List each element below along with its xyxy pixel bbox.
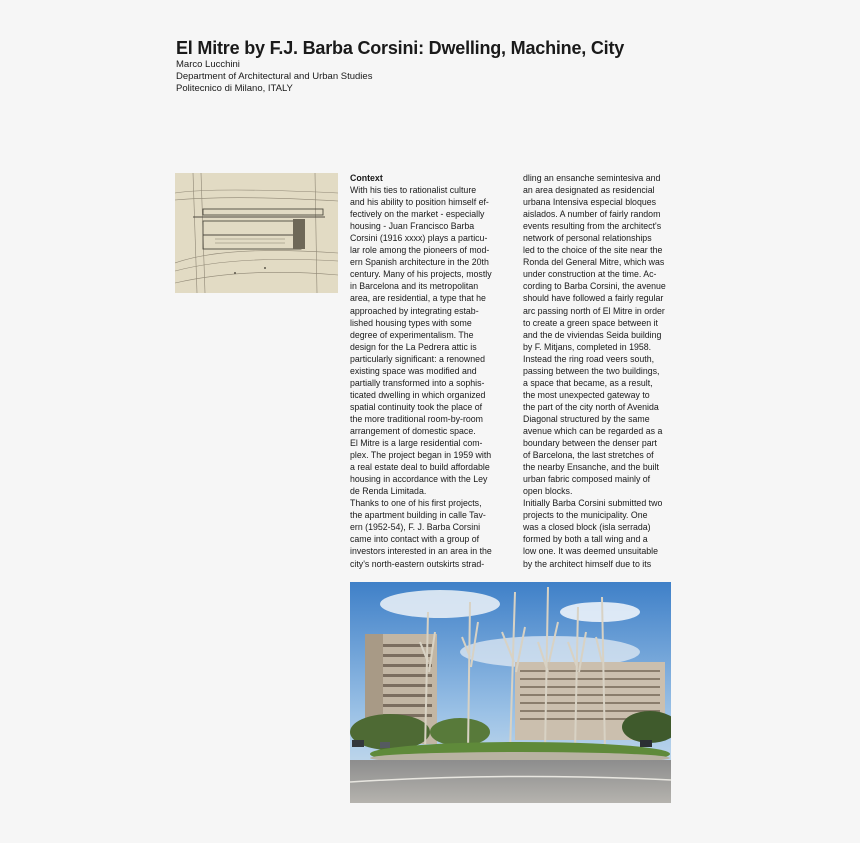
text-line: de Renda Limitada. — [350, 486, 427, 497]
text-line: and his ability to position himself ef- — [350, 197, 489, 208]
site-plan-drawing — [175, 173, 338, 293]
text-line: ticated dwelling in which organized — [350, 389, 486, 400]
paper-title: El Mitre by F.J. Barba Corsini: Dwelling, Machine, City — [176, 38, 625, 58]
text-line: degree of experimentalism. The — [350, 329, 474, 340]
text-line: fectively on the market - especially — [350, 209, 485, 220]
text-line: network of personal relationships — [523, 233, 652, 244]
text-line: city's north-eastern outskirts strad- — [350, 558, 485, 569]
text-line: in Barcelona and its metropolitan — [350, 281, 479, 292]
text-line: arrangement of domestic space. — [350, 425, 476, 436]
text-line: lished housing types with some — [350, 317, 472, 328]
section-heading: Context — [350, 173, 383, 183]
text-line: the apartment building in calle Tav- — [350, 510, 486, 521]
text-line: and the de viviendas Seida building — [523, 329, 662, 340]
author-department: Department of Architectural and Urban Studies — [176, 71, 373, 82]
text-line: open blocks. — [523, 486, 573, 497]
text-line: the most unexpected gateway to — [523, 389, 650, 400]
text-line: to create a green space between it — [523, 317, 658, 328]
text-line: the part of the city north of Avenida — [523, 401, 659, 412]
photo-scene — [350, 582, 671, 803]
text-line: Ronda del General Mitre, which was — [523, 257, 665, 268]
text-line: should have followed a fairly regular — [523, 293, 664, 304]
text-line: low one. It was deemed unsuitable — [523, 546, 658, 557]
text-line: Instead the ring road veers south, — [523, 353, 655, 364]
text-line: urbana Intensiva especial bloques — [523, 197, 657, 208]
text-line: Diagonal structured by the same — [523, 413, 650, 424]
text-line: Initially Barba Corsini submitted two — [523, 498, 663, 509]
text-line: Thanks to one of his first projects, — [350, 498, 482, 509]
text-line: investors interested in an area in the — [350, 546, 492, 557]
text-line: passing between the two buildings, — [523, 365, 660, 376]
text-line: century. Many of his projects, mostly — [350, 269, 492, 280]
text-line: With his ties to rationalist culture — [350, 185, 477, 196]
text-line: by F. Mitjans, completed in 1958. — [523, 341, 652, 352]
photo-el-mitre — [350, 582, 671, 803]
text-line: plex. The project began in 1959 with — [350, 450, 492, 461]
author-institution: Politecnico di Milano, ITALY — [176, 83, 293, 94]
text-line: projects to the municipality. One — [523, 510, 648, 521]
text-line: a space that became, as a result, — [523, 377, 653, 388]
text-line: boundary between the denser part — [523, 438, 658, 449]
text-line: lar role among the pioneers of mod- — [350, 245, 490, 256]
text-line: spatial continuity took the place of — [350, 401, 483, 412]
text-line: a real estate deal to build affordable — [350, 462, 490, 473]
text-line: El Mitre is a large residential com- — [350, 438, 483, 449]
text-line: ern (1952-54), F. J. Barba Corsini — [350, 522, 481, 533]
text-line: was a closed block (isla serrada) — [523, 522, 651, 533]
text-line: arc passing north of El Mitre in order — [523, 305, 665, 316]
text-column-1 — [350, 172, 510, 570]
text-line: came into contact with a group of — [350, 534, 480, 545]
text-line: aislados. A number of fairly random — [523, 209, 661, 220]
text-line: existing space was modified and — [350, 365, 477, 376]
text-line: led to the choice of the site near the — [523, 245, 663, 256]
text-line: housing - Juan Francisco Barba — [350, 221, 475, 232]
text-line: housing in accordance with the Ley — [350, 474, 488, 485]
text-line: urban fabric composed mainly of — [523, 474, 651, 485]
text-line: avenue which can be regarded as a — [523, 425, 663, 436]
text-line: design for the La Pedrera attic is — [350, 341, 477, 352]
text-line: partially transformed into a sophis- — [350, 377, 485, 388]
text-line: events resulting from the architect's — [523, 221, 662, 232]
text-line: area, are residential, a type that he — [350, 293, 486, 304]
text-line: the more traditional room-by-room — [350, 413, 483, 424]
text-line: of Barcelona, the last stretches of — [523, 450, 654, 461]
text-line: ern Spanish architecture in the 20th — [350, 257, 489, 268]
text-column-2 — [523, 172, 683, 570]
text-line: dling an ensanche semintesiva and — [523, 173, 661, 183]
text-line: particularly significant: a renowned — [350, 353, 485, 364]
text-line: under construction at the time. Ac- — [523, 269, 657, 280]
author-block — [176, 59, 372, 95]
author-name: Marco Lucchini — [176, 59, 240, 70]
text-line: an area designated as residencial — [523, 185, 655, 196]
text-line: approached by integrating estab- — [350, 305, 479, 316]
text-line: formed by both a tall wing and a — [523, 534, 648, 545]
text-line: the nearby Ensanche, and the built — [523, 462, 659, 473]
text-line: cording to Barba Corsini, the avenue — [523, 281, 666, 292]
text-line: Corsini (1916 xxxx) plays a particu- — [350, 233, 488, 244]
text-line: by the architect himself due to its — [523, 558, 652, 569]
site-plan-sketch — [175, 173, 338, 293]
